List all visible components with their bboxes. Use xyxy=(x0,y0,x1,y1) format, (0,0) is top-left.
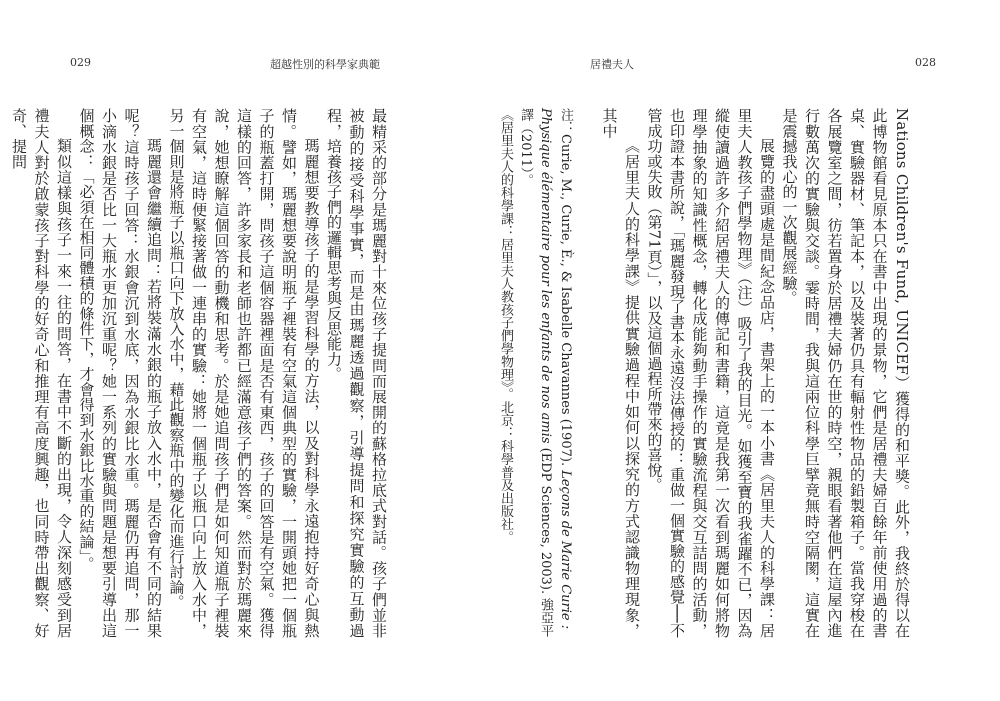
paragraph: 瑪麗還會繼續追問：若將裝滿水銀的瓶子放入水中，是否會有不同的結果呢？這時孩子回答：水銀會沉到水底，因為水銀比水重。瑪麗仍再追問，那一小滴水銀是否比一大瓶水更加沉重呢？她一系列的實驗與問題是想要引導出這個概念：「必須在相同體積的條件下，才會得到水銀比水重的結論」。 xyxy=(77,108,163,638)
footnote-publisher: (EDP Sciences, 2003). 強亞平譯（2011）。 xyxy=(518,108,553,638)
footnote-zh-citation: 《居里夫人的科學課：居里夫人教孩子們學物理》。北京：科學普及出版社。 xyxy=(498,108,513,544)
right-page xyxy=(500,0,1000,701)
paragraph: 最精采的部分是瑪麗對十來位孩子提問而展開的蘇格拉底式對話。孩子們並非被動的接受科學事實，而是由瑪麗透過觀察，引導提問和探究實驗的互動過程，培養孩子們的邏輯思考與反思能力。 xyxy=(325,108,388,638)
footnote-label: 注： xyxy=(558,108,573,134)
footnote-authors: Curie, M., Curie, È., & Isabelle Chavannes (1907). xyxy=(558,134,573,471)
footnote xyxy=(498,108,575,638)
paragraph: 類似這樣與孩子一來一往的問答，在書中不斷的出現，令人深刻感受到居禮夫人對於啟蒙孩子對科學的好奇心和推理有高度興趣，也同時帶出觀察、好奇、提問 xyxy=(10,108,73,638)
body-text xyxy=(583,108,913,638)
paragraph: 展覽的盡頭處是間紀念品店，書架上的一本小書《居里夫人的科學課：居里夫人教孩子們學物理》（注）吸引了我的目光。如獲至寶的我雀躍不已，因為縱使讀過許多介紹居禮夫人的傳記和書籍，這竟是我第一次看到瑪麗如何將物理學抽象的知識性概念，轉化成能夠動手操作的實驗流程與交互詰問的活動，也印證本書所說，「瑪麗發現了書本永遠沒法傳授的：重做一個實驗的感覺──不管成功或失敗（第71頁）」，以及這個過程所帶來的喜悅。 xyxy=(645,108,776,638)
body-text xyxy=(10,108,390,638)
page-number: 028 xyxy=(915,56,936,69)
running-title: 超越性別的科學家典範 xyxy=(270,58,380,71)
paragraph: 《居里夫人的科學課》提供實驗過程中如何以探究的方式認識物理現象，其中 xyxy=(600,108,641,638)
page-number: 029 xyxy=(70,56,91,69)
footnote-title: Leçons de Marie Curie : Physique élémentaire pour les enfants de nos amis xyxy=(538,108,573,630)
paragraph: Nations Children's Fund, UNICEF）獲得的和平獎。此外，我終於得以在此博物館看見原本只在書中出現的景物，它們是居禮夫婦百餘年前使用過的書桌、實驗器材、筆記本，以及裝著仍具有輻射性物品的鉛製箱子。當我穿梭在各展覽室之間，彷若置身於居禮夫婦仍在世的時空，親眼看著他們在這屋內進行數萬次的實驗與交談。霎時間，我與這兩位科學巨擘竟無時空隔閡，這實在是震撼我心的一次觀展經驗。 xyxy=(780,108,911,638)
running-title: 居禮夫人 xyxy=(590,58,634,71)
paragraph: 瑪麗想要教導孩子的是學習科學的方法，以及對科學永遠抱持好奇心與熱情。譬如，瑪麗想要說明瓶子裡裝有空氣這個典型的實驗，一開頭她把一個瓶子的瓶蓋打開，問孩子這個容器裡面是否有東西，孩子的回答是有空氣。獲得這樣的回答，許多家長和老師也許都已經滿意孩子們的答案。然而對於瑪麗來說，她想瞭解這個回答的動機和思考。於是她追問孩子們是如何知道瓶子裡裝有空氣，這時便緊接著做一連串的實驗：她將一個瓶子以瓶口向上放入水中，另一個則是將瓶子以瓶口向下放入水中，藉此觀察瓶中的變化而進行討論。 xyxy=(167,108,321,638)
